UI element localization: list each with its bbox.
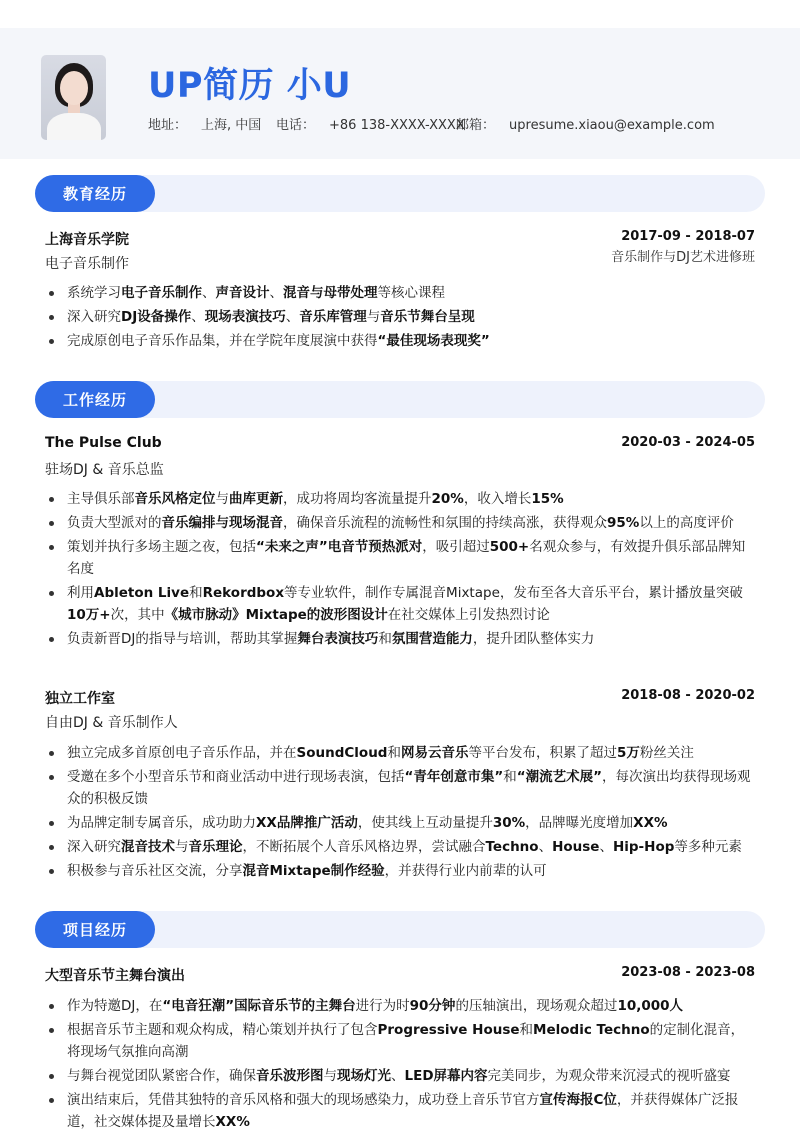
section-education-title: 教育经历 — [35, 175, 155, 212]
section-projects-bar — [35, 911, 765, 948]
bullet-item: 深入研究DJ设备操作、现场表演技巧、音乐库管理与音乐节舞台呈现 — [45, 306, 757, 328]
bullet-item: 深入研究混音技术与音乐理论，不断拓展个人音乐风格边界，尝试融合Techno、House、Hip-Hop等多种元素 — [45, 836, 757, 858]
work-date-2: 2018-08 - 2020-02 — [621, 688, 755, 703]
section-projects-title: 项目经历 — [35, 911, 155, 948]
bullet-item: 完成原创电子音乐作品集，并在学院年度展演中获得“最佳现场表现奖” — [45, 330, 757, 352]
bullet-item: 受邀在多个小型音乐节和商业活动中进行现场表演，包括“青年创意市集”和“潮流艺术展”，每次演出均获得现场观众的积极反馈 — [45, 766, 757, 810]
work-company-1: The Pulse Club — [45, 435, 162, 451]
bullet-item: 独立完成多首原创电子音乐作品，并在SoundCloud和网易云音乐等平台发布，积累了超过5万粉丝关注 — [45, 742, 757, 764]
bullet-item: 负责新晋DJ的指导与培训，帮助其掌握舞台表演技巧和氛围营造能力，提升团队整体实力 — [45, 628, 757, 650]
bullet-item: 主导俱乐部音乐风格定位与曲库更新，成功将周均客流量提升20%，收入增长15% — [45, 488, 757, 510]
resume-header — [0, 28, 800, 159]
section-work-bar — [35, 381, 765, 418]
education-major: 电子音乐制作 — [45, 256, 129, 272]
bullet-item: 作为特邀DJ，在“电音狂潮”国际音乐节的主舞台进行为时90分钟的压轴演出，现场观众超过10,000人 — [45, 995, 757, 1017]
bullet-item: 根据音乐节主题和观众构成，精心策划并执行了包含Progressive House和Melodic Techno的定制化混音，将现场气氛推向高潮 — [45, 1019, 757, 1063]
section-work-title: 工作经历 — [35, 381, 155, 418]
bullet-item: 与舞台视觉团队紧密合作，确保音乐波形图与现场灯光、LED屏幕内容完美同步，为观众带来沉浸式的视听盛宴 — [45, 1065, 757, 1087]
bullet-item: 利用Ableton Live和Rekordbox等专业软件，制作专属混音Mixtape，发布至各大音乐平台，累计播放量突破10万+次，其中《城市脉动》Mixtape的波形图设计在社交媒体上引发热烈讨论 — [45, 582, 757, 626]
project-name-1: 大型音乐节主舞台演出 — [45, 968, 185, 984]
bullet-item: 策划并执行多场主题之夜，包括“未来之声”电音节预热派对，吸引超过500+名观众参与，有效提升俱乐部品牌知名度 — [45, 536, 757, 580]
contact-address: 地址： 上海, 中国 — [148, 118, 262, 133]
project-bullets-1 — [45, 995, 757, 1135]
bullet-item: 负责大型派对的音乐编排与现场混音，确保音乐流程的流畅性和氛围的持续高涨，获得观众95%以上的高度评价 — [45, 512, 757, 534]
profile-photo — [41, 55, 106, 140]
education-bullets — [45, 282, 757, 354]
work-date-1: 2020-03 - 2024-05 — [621, 435, 755, 450]
bullet-item: 系统学习电子音乐制作、声音设计、混音与母带处理等核心课程 — [45, 282, 757, 304]
work-role-2: 自由DJ & 音乐制作人 — [45, 715, 178, 731]
education-school: 上海音乐学院 — [45, 232, 129, 248]
contact-phone: 电话： +86 138-XXXX-XXXX — [276, 118, 465, 133]
candidate-name: UP简历 小U — [148, 66, 352, 106]
work-bullets-2 — [45, 742, 757, 884]
project-date-1: 2023-08 - 2023-08 — [621, 965, 755, 980]
work-company-2: 独立工作室 — [45, 691, 115, 707]
section-education-bar — [35, 175, 765, 212]
education-degree: 音乐制作与DJ艺术进修班 — [611, 250, 755, 265]
bullet-item: 演出结束后，凭借其独特的音乐风格和强大的现场感染力，成功登上音乐节官方宣传海报C位，并获得媒体广泛报道，社交媒体提及量增长XX% — [45, 1089, 757, 1133]
contact-email[interactable]: 邮箱： upresume.xiaou@example.com — [456, 118, 715, 133]
education-date: 2017-09 - 2018-07 — [621, 229, 755, 244]
work-bullets-1 — [45, 488, 757, 652]
bullet-item: 积极参与音乐社区交流，分享混音Mixtape制作经验，并获得行业内前辈的认可 — [45, 860, 757, 882]
work-role-1: 驻场DJ & 音乐总监 — [45, 462, 164, 478]
bullet-item: 为品牌定制专属音乐，成功助力XX品牌推广活动，使其线上互动量提升30%，品牌曝光度增加XX% — [45, 812, 757, 834]
